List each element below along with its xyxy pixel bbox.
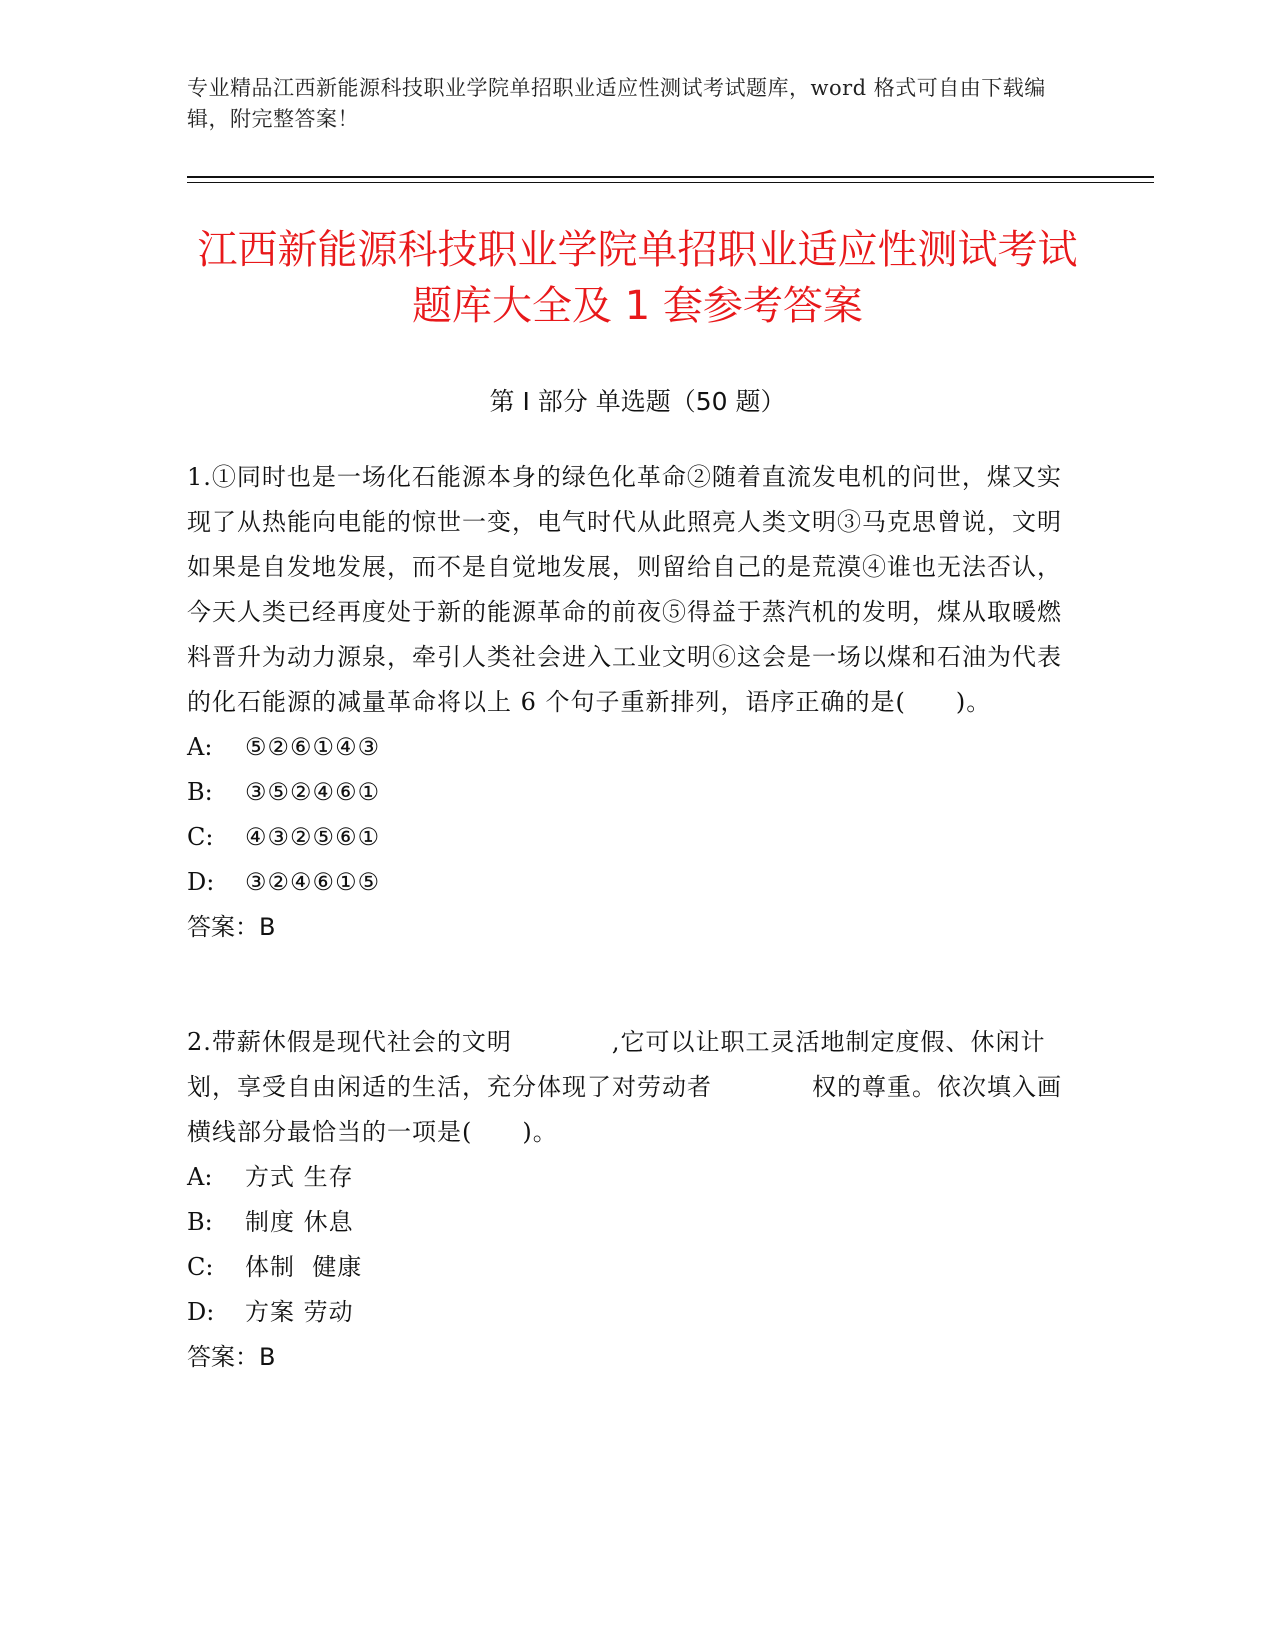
option-text: ③②④⑥①⑤ — [245, 868, 381, 896]
option-b — [187, 1200, 1067, 1245]
option-c — [187, 1245, 1067, 1290]
option-a — [187, 1155, 1067, 1200]
question-stem: 2.带薪休假是现代社会的文明 ,它可以让职工灵活地制定度假、休闲计划，享受自由闲适的生活，充分体现了对劳动者 权的尊重。依次填入画横线部分最恰当的一项是( )。 — [187, 1028, 1062, 1146]
header-rule-thick — [187, 176, 1154, 178]
option-text: ④③②⑤⑥① — [245, 823, 381, 851]
option-key: C: — [187, 823, 214, 851]
document-title: 江西新能源科技职业学院单招职业适应性测试考试题库大全及 1 套参考答案 — [197, 227, 1078, 329]
option-text: ⑤②⑥①④③ — [245, 733, 381, 761]
option-d — [187, 1290, 1067, 1335]
option-text: 方式 生存 — [245, 1163, 354, 1191]
option-c — [187, 815, 1067, 860]
option-key: D: — [187, 1298, 215, 1326]
option-text: ③⑤②④⑥① — [245, 778, 381, 806]
option-d — [187, 860, 1067, 905]
option-key: B: — [187, 1208, 213, 1236]
option-key: D: — [187, 868, 215, 896]
option-a — [187, 725, 1067, 770]
option-key: B: — [187, 778, 213, 806]
option-text: 方案 劳动 — [245, 1298, 354, 1326]
option-text: 体制 健康 — [245, 1253, 363, 1281]
answer: 答案：B — [187, 1343, 276, 1371]
question-2 — [187, 1020, 1067, 1380]
section-title: 第 I 部分 单选题（50 题） — [489, 387, 786, 416]
question-1 — [187, 455, 1067, 950]
option-text: 制度 休息 — [245, 1208, 354, 1236]
header-rule-thin — [187, 182, 1154, 183]
option-b — [187, 770, 1067, 815]
question-stem: 1.①同时也是一场化石能源本身的绿色化革命②随着直流发电机的问世，煤又实现了从热能向电能的惊世一变，电气时代从此照亮人类文明③马克思曾说，文明如果是自发地发展，而不是自觉地发展，则留给自己的是荒漠④谁也无法否认，今天人类已经再度处于新的能源革命的前夜⑤得益于蒸汽机的发明，煤从取暖燃料晋升为动力源泉，牵引人类社会进入工业文明⑥这会是一场以煤和石油为代表的化石能源的减量革命将以上 6 个句子重新排列，语序正确的是( )。 — [187, 463, 1062, 716]
option-key: A: — [187, 1163, 213, 1191]
option-key: A: — [187, 733, 213, 761]
answer: 答案：B — [187, 913, 276, 941]
header-note: 专业精品江西新能源科技职业学院单招职业适应性测试考试题库，word 格式可自由下载编辑，附完整答案！ — [187, 76, 1046, 131]
option-key: C: — [187, 1253, 214, 1281]
